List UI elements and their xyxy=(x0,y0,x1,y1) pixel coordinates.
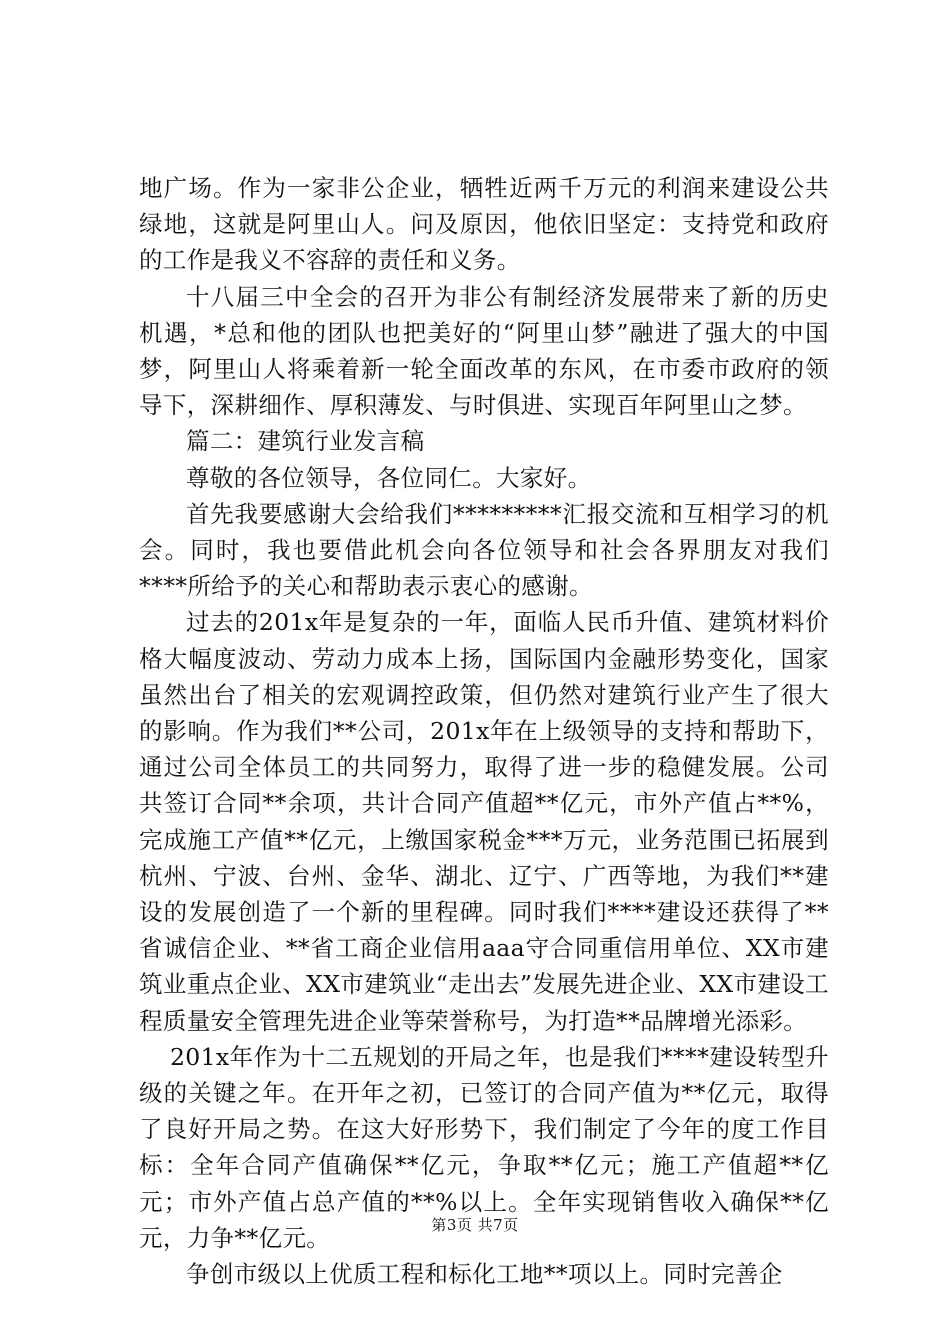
document-body xyxy=(139,170,829,1292)
paragraph-1: 地广场。作为一家非公企业，牺牲近两千万元的利润来建设公共绿地，这就是阿里山人。问及原因，他依旧坚定：支持党和政府的工作是我义不容辞的责任和义务。 xyxy=(139,174,829,275)
paragraph-5: 首先我要感谢大会给我们*********汇报交流和互相学习的机会。同时，我也要借此机会向各位领导和社会各界朋友对我们****所给予的关心和帮助表示衷心的感谢。 xyxy=(139,499,829,601)
paragraph-6: 过去的201x年是复杂的一年，面临人民币升值、建筑材料价格大幅度波动、劳动力成本上扬，国际国内金融形势变化，国家虽然出台了相关的宏观调控政策，但仍然对建筑行业产生了很大的影响。作为我们**公司，201x年在上级领导的支持和帮助下，通过公司全体员工的共同努力，取得了进一步的稳健发展。公司共签订合同**余项，共计合同产值超**亿元，市外产值占**%，完成施工产值**亿元，上缴国家税金***万元，业务范围已拓展到杭州、宁波、台州、金华、湖北、辽宁、广西等地，为我们**建设的发展创造了一个新的里程碑。同时我们****建设还获得了**省诚信企业、**省工商企业信用aaa守合同重信用单位、XX市建筑业重点企业、XX市建筑业“走出去”发展先进企业、XX市建设工程质量安全管理先进企业等荣誉称号，为打造**品牌增光添彩。 xyxy=(139,608,829,1035)
paragraph-2: 十八届三中全会的召开为非公有制经济发展带来了新的历史机遇，*总和他的团队也把美好的“阿里山梦”融进了强大的中国梦，阿里山人将乘着新一轮全面改革的东风，在市委市政府的领导下，深耕细作、厚积薄发、与时俱进、实现百年阿里山之梦。 xyxy=(139,282,829,420)
section-heading: 篇二：建筑行业发言稿 xyxy=(186,427,425,456)
page-number-footer: 第3页 共7页 xyxy=(431,1216,519,1234)
salutation: 尊敬的各位领导，各位同仁。大家好。 xyxy=(186,463,592,492)
paragraph-8: 争创市级以上优质工程和标化工地**项以上。同时完善企 xyxy=(186,1260,783,1289)
paragraph-7: 201x年作为十二五规划的开局之年，也是我们****建设转型升级的关键之年。在开年之初，已签订的合同产值为**亿元，取得了良好开局之势。在这大好形势下，我们制定了今年的度工作目标：全年合同产值确保**亿元，争取**亿元；施工产值超**亿元；市外产值占总产值的**%以上。全年实现销售收入确保**亿元，力争**亿元。 xyxy=(139,1042,829,1252)
